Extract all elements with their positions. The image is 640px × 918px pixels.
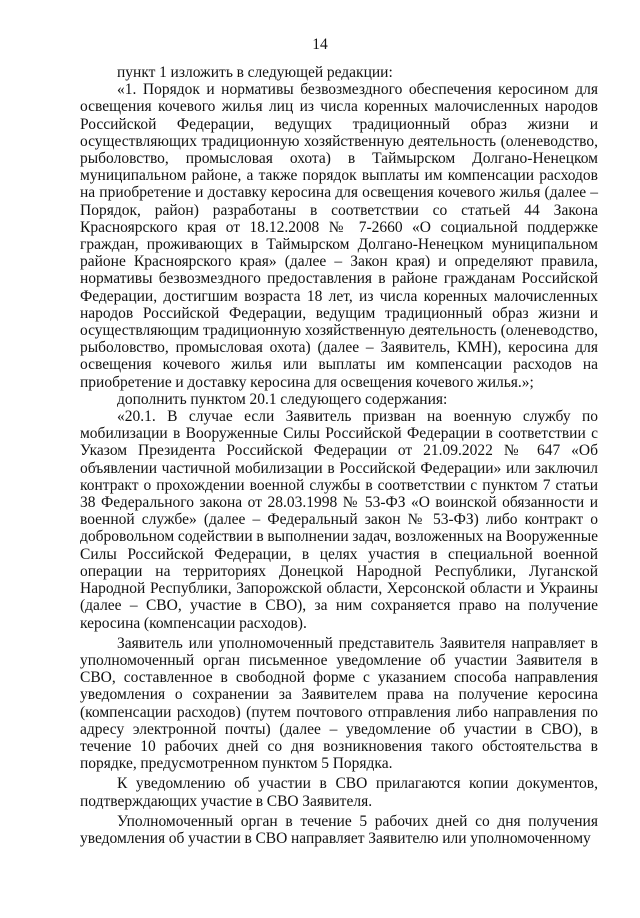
paragraph-item-1: «1. Порядок и нормативы безвозмездного обеспечения керосином для освещения кочевого жилья лиц из числа коренных малочисленных народов Российской Федерации, ведущих традиционный образ жизни и осуществляющих традиционную хозяйственную деятельность (оленеводство, рыболовство, промысловая охота) в Таймырском Долгано-Ненецком муниципальном районе, а также порядок выплаты им компенсации расходов на приобретение и доставку керосина для освещения кочевого жилья (далее – Порядок, район) разработаны в соответствии со статьей 44 Закона Красноярского края от 18.12.2008 № 7-2660 «О социальной поддержке граждан, проживающих в Таймырском Долгано-Ненецком муниципальном районе Красноярского края» (далее – Закон края) и определяют правила, нормативы безвозмездного предоставления в районе гражданам Российской Федерации, достигшим возраста 18 лет, из числа коренных малочисленных народов Российской Федерации, ведущим традиционный образ жизни и осуществляющим традиционную хозяйственную деятельность (оленеводство, рыболовство, промысловая охота) (далее – Заявитель, КМН), керосина для освещения кочевого жилья или выплаты им компенсации расходов на приобретение и доставку керосина для освещения кочевого жилья.»; [80,81,598,391]
page-number: 14 [312,36,328,53]
paragraph-notification: Заявитель или уполномоченный представитель Заявителя направляет в уполномоченный орган письменное уведомление об участии Заявителя в СВО, составленное в свободной форме с указанием способа направления уведомления о сохранении за Заявителем права на получение керосина (компенсации расходов) (путем почтового отправления либо направления по адресу электронной почты) (далее – уведомление об участии в СВО), в течение 10 рабочих дней со дня возникновения такого обстоятельства в порядке, предусмотренном пунктом 5 Порядка. [80,634,598,773]
document-body [80,64,598,847]
paragraph-intro: пункт 1 изложить в следующей редакции: [117,64,393,81]
paragraph-authority-response: Уполномоченный орган в течение 5 рабочих дней со дня получения уведомления об участии в СВО направляет Заявителю или уполномоченному [80,812,598,847]
paragraph-addition-intro: дополнить пунктом 20.1 следующего содержания: [117,390,448,408]
paragraph-item-20-1: «20.1. В случае если Заявитель призван на военную службу по мобилизации в Вооруженные Силы Российской Федерации в соответствии с Указом Президента Российской Федерации от 21.09.2022 № 647 «Об объявлении частичной мобилизации в Российской Федерации» или заключил контракт о прохождении военной службы в соответствии с пунктом 7 статьи 38 Федерального закона от 28.03.1998 № 53-ФЗ «О воинской обязанности и военной службе» (далее – Федеральный закон № 53-ФЗ) либо контракт о добровольном содействии в выполнении задач, возложенных на Вооруженные Силы Российской Федерации, в целях участия в специальной военной операции на территориях Донецкой Народной Республики, Луганской Народной Республики, Запорожской области, Херсонской области и Украины (далее – СВО, участие в СВО), за ним сохраняется право на получение керосина (компенсации расходов). [80,408,598,632]
paragraph-attachments: К уведомлению об участии в СВО прилагаются копии документов, подтверждающих участие в СВО Заявителя. [80,775,598,810]
